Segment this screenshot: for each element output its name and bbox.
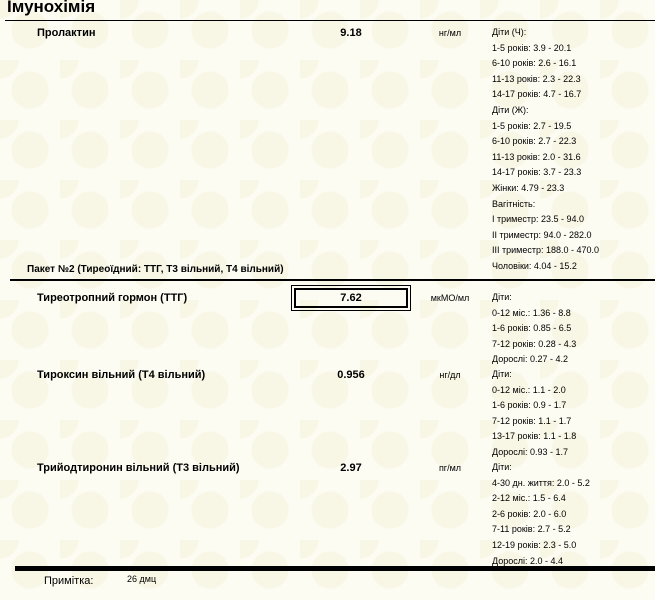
package-divider xyxy=(10,279,655,281)
reference-line: 6-10 років: 2.6 - 16.1 xyxy=(492,58,577,69)
reference-line: 6-10 років: 2.7 - 22.3 xyxy=(492,136,577,147)
reference-line: 7-12 років: 0.28 - 4.3 xyxy=(492,338,577,349)
test-unit-ft3: пг/мл xyxy=(438,463,462,473)
test-value-ft3: 2.97 xyxy=(340,462,362,474)
reference-range-ft3 xyxy=(492,460,590,569)
reference-range-prolactin xyxy=(492,25,599,275)
reference-line: 14-17 років: 4.7 - 16.7 xyxy=(492,89,582,100)
test-value-tsh: 7.62 xyxy=(340,292,362,304)
reference-line: Діти: xyxy=(492,462,512,472)
reference-line: 11-13 років: 2.3 - 22.3 xyxy=(492,73,581,84)
reference-line: Вагітність: xyxy=(492,198,536,209)
reference-line: II триместр: 94.0 - 282.0 xyxy=(492,229,592,240)
reference-line: Діти: xyxy=(492,292,512,302)
reference-line: Дорослі: 0.93 - 1.7 xyxy=(492,446,568,457)
reference-line: Жінки: 4.79 - 23.3 xyxy=(492,182,565,193)
reference-line: 4-30 дн. життя: 2.0 - 5.2 xyxy=(492,477,590,488)
reference-line: 2-12 міс.: 1.5 - 6.4 xyxy=(492,493,566,504)
test-name-ft3: Трийодтиронин вільний (Т3 вільний) xyxy=(37,462,240,474)
reference-line: 1-5 років: 3.9 - 20.1 xyxy=(492,42,572,53)
reference-range-tsh xyxy=(492,290,576,368)
test-unit-ft4: нг/дл xyxy=(439,370,461,380)
test-name-ft4: Тироксин вільний (Т4 вільний) xyxy=(37,369,206,381)
reference-line: 2-6 років: 2.0 - 6.0 xyxy=(492,508,567,519)
reference-line: I триместр: 23.5 - 94.0 xyxy=(492,214,585,225)
reference-line: 1-5 років: 2.7 - 19.5 xyxy=(492,120,572,131)
test-unit-tsh: мкМО/мл xyxy=(430,293,470,303)
test-value-ft4: 0.956 xyxy=(337,369,365,381)
reference-line: Дорослі: 2.0 - 4.4 xyxy=(492,555,563,566)
reference-line: Діти (Ж): xyxy=(492,104,529,115)
note-label: Примітка: xyxy=(44,575,94,587)
section-title: Імунохімія xyxy=(5,0,655,21)
reference-line: III триместр: 188.0 - 470.0 xyxy=(492,245,600,256)
test-unit-prolactin: нг/мл xyxy=(438,28,462,38)
reference-line: 11-13 років: 2.0 - 31.6 xyxy=(492,151,581,162)
test-value-prolactin: 9.18 xyxy=(340,27,362,39)
reference-line: 12-19 років: 2.3 - 5.0 xyxy=(492,539,577,550)
reference-line: Дорослі: 0.27 - 4.2 xyxy=(492,354,568,365)
test-name-prolactin: Пролактин xyxy=(37,27,96,39)
reference-line: 1-6 років: 0.9 - 1.7 xyxy=(492,400,567,411)
test-name-tsh: Тиреотропний гормон (ТТГ) xyxy=(37,292,188,304)
reference-line: 7-11 років: 2.7 - 5.2 xyxy=(492,524,571,535)
reference-line: 14-17 років: 3.7 - 23.3 xyxy=(492,167,582,178)
footer-divider xyxy=(15,566,655,571)
reference-line: 0-12 міс.: 1.1 - 2.0 xyxy=(492,384,566,395)
package-title: Пакет №2 (Тиреоїдний: ТТГ, Т3 вільний, Т4 вільний) xyxy=(27,264,284,275)
reference-line: 7-12 років: 1.1 - 1.7 xyxy=(492,415,572,426)
reference-line: Діти: xyxy=(492,369,512,379)
reference-line: Діти (Ч): xyxy=(492,27,527,37)
reference-line: 1-6 років: 0.85 - 6.5 xyxy=(492,323,572,334)
reference-range-ft4 xyxy=(492,367,576,461)
reference-line: 13-17 років: 1.1 - 1.8 xyxy=(492,431,577,442)
reference-line: 0-12 міс.: 1.36 - 8.8 xyxy=(492,307,571,318)
reference-line: Чоловіки: 4.04 - 15.2 xyxy=(492,260,577,271)
note-value: 26 дмц xyxy=(127,574,157,584)
